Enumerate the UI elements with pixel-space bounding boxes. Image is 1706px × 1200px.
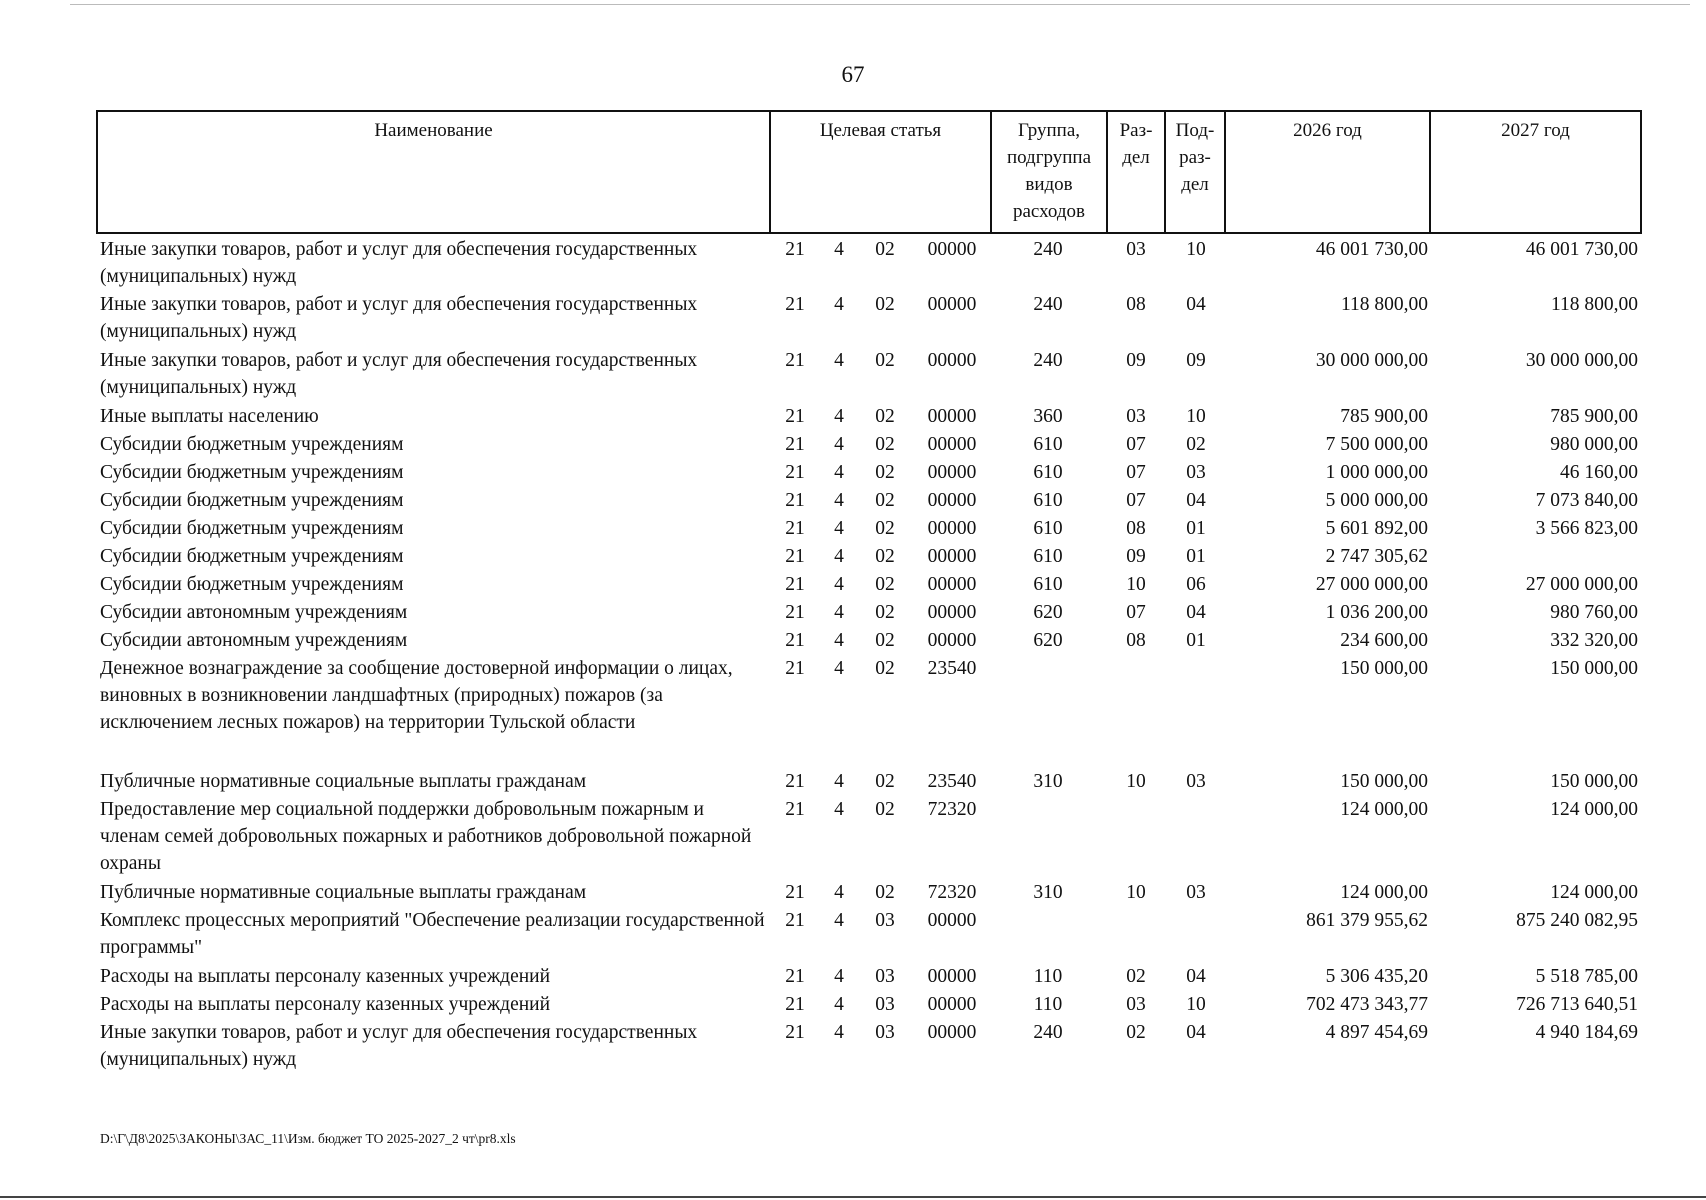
row-amount-2026: 702 473 343,77 — [1306, 994, 1428, 1015]
row-target-code-1: 21 — [785, 434, 805, 455]
row-target-code-1: 21 — [785, 882, 805, 903]
row-expense-group: 310 — [1033, 882, 1063, 903]
row-amount-2026: 5 601 892,00 — [1325, 518, 1428, 539]
row-name: Иные закупки товаров, работ и услуг для обеспечения государственных (муниципальных) нужд — [100, 1022, 698, 1070]
row-subsection: 09 — [1186, 350, 1206, 371]
row-target-code-3: 02 — [875, 518, 895, 539]
row-amount-2027: 118 800,00 — [1550, 294, 1638, 315]
row-subsection: 10 — [1186, 994, 1206, 1015]
row-target-code-3: 03 — [875, 994, 895, 1015]
row-target-code-3: 03 — [875, 966, 895, 987]
row-amount-2027: 332 320,00 — [1550, 630, 1638, 651]
row-target-code-1: 21 — [785, 1022, 805, 1043]
row-target-code-2: 4 — [834, 490, 844, 511]
row-target-code-2: 4 — [834, 1022, 844, 1043]
row-section: 03 — [1126, 406, 1146, 427]
row-section: 07 — [1126, 462, 1146, 483]
row-target-code-4: 23540 — [927, 658, 977, 679]
row-subsection: 04 — [1186, 1022, 1206, 1043]
row-expense-group: 110 — [1033, 966, 1063, 987]
row-amount-2027: 30 000 000,00 — [1525, 350, 1638, 371]
row-subsection: 10 — [1186, 239, 1206, 260]
row-target-code-3: 02 — [875, 882, 895, 903]
row-amount-2026: 46 001 730,00 — [1315, 239, 1428, 260]
row-target-code-4: 00000 — [927, 294, 977, 315]
row-target-code-3: 02 — [875, 602, 895, 623]
row-expense-group: 620 — [1033, 630, 1063, 651]
row-amount-2027: 150 000,00 — [1550, 771, 1638, 792]
row-target-code-4: 00000 — [927, 462, 977, 483]
row-target-code-4: 72320 — [927, 799, 977, 820]
row-amount-2027: 980 760,00 — [1550, 602, 1638, 623]
row-target-code-1: 21 — [785, 799, 805, 820]
header-year-2027: 2027 год — [1501, 120, 1570, 141]
row-target-code-2: 4 — [834, 602, 844, 623]
row-target-code-4: 00000 — [927, 406, 977, 427]
row-expense-group: 620 — [1033, 602, 1063, 623]
row-target-code-4: 00000 — [927, 434, 977, 455]
row-section: 03 — [1126, 994, 1146, 1015]
row-section: 02 — [1126, 966, 1146, 987]
row-target-code-4: 00000 — [927, 350, 977, 371]
row-target-code-3: 02 — [875, 406, 895, 427]
row-expense-group: 240 — [1033, 350, 1063, 371]
row-target-code-1: 21 — [785, 546, 805, 567]
row-amount-2027: 3 566 823,00 — [1535, 518, 1638, 539]
row-subsection: 01 — [1186, 546, 1206, 567]
row-amount-2026: 5 306 435,20 — [1325, 966, 1428, 987]
row-amount-2026: 234 600,00 — [1340, 630, 1428, 651]
row-target-code-1: 21 — [785, 239, 805, 260]
row-expense-group: 240 — [1033, 1022, 1063, 1043]
row-amount-2026: 150 000,00 — [1340, 771, 1428, 792]
row-subsection: 03 — [1186, 462, 1206, 483]
row-amount-2026: 150 000,00 — [1340, 658, 1428, 679]
row-target-code-2: 4 — [834, 994, 844, 1015]
row-amount-2027: 4 940 184,69 — [1535, 1022, 1638, 1043]
row-target-code-3: 02 — [875, 799, 895, 820]
row-target-code-1: 21 — [785, 350, 805, 371]
row-target-code-4: 00000 — [927, 239, 977, 260]
row-subsection: 04 — [1186, 602, 1206, 623]
row-subsection: 02 — [1186, 434, 1206, 455]
row-name: Иные закупки товаров, работ и услуг для обеспечения государственных (муниципальных) нужд — [100, 239, 698, 287]
row-name: Субсидии бюджетным учреждениям — [100, 434, 404, 455]
row-amount-2026: 1 000 000,00 — [1325, 462, 1428, 483]
row-amount-2027: 980 000,00 — [1550, 434, 1638, 455]
row-target-code-2: 4 — [834, 434, 844, 455]
row-target-code-1: 21 — [785, 490, 805, 511]
row-amount-2026: 1 036 200,00 — [1325, 602, 1428, 623]
row-expense-group: 610 — [1033, 490, 1063, 511]
row-target-code-2: 4 — [834, 882, 844, 903]
header-name: Наименование — [374, 120, 493, 141]
row-amount-2027: 46 160,00 — [1560, 462, 1638, 483]
row-name: Субсидии автономным учреждениям — [100, 630, 408, 651]
row-target-code-4: 00000 — [927, 546, 977, 567]
row-section: 07 — [1126, 490, 1146, 511]
row-target-code-3: 02 — [875, 490, 895, 511]
row-name: Иные закупки товаров, работ и услуг для обеспечения государственных (муниципальных) нужд — [100, 350, 698, 398]
header-group: Группа, подгруппа видов расходов — [1006, 120, 1092, 222]
row-target-code-2: 4 — [834, 574, 844, 595]
row-target-code-3: 02 — [875, 546, 895, 567]
row-target-code-1: 21 — [785, 994, 805, 1015]
row-target-code-3: 03 — [875, 1022, 895, 1043]
row-name: Иные закупки товаров, работ и услуг для обеспечения государственных (муниципальных) нужд — [100, 294, 698, 342]
row-target-code-3: 02 — [875, 630, 895, 651]
row-target-code-2: 4 — [834, 771, 844, 792]
row-target-code-2: 4 — [834, 546, 844, 567]
header-year-2026: 2026 год — [1293, 120, 1362, 141]
row-target-code-4: 00000 — [927, 602, 977, 623]
row-target-code-2: 4 — [834, 239, 844, 260]
row-target-code-2: 4 — [834, 350, 844, 371]
row-target-code-2: 4 — [834, 518, 844, 539]
row-name: Субсидии бюджетным учреждениям — [100, 574, 404, 595]
row-name: Публичные нормативные социальные выплаты гражданам — [100, 771, 587, 792]
row-target-code-1: 21 — [785, 574, 805, 595]
row-amount-2026: 27 000 000,00 — [1315, 574, 1428, 595]
row-amount-2027: 124 000,00 — [1550, 799, 1638, 820]
row-target-code-3: 02 — [875, 350, 895, 371]
row-amount-2026: 785 900,00 — [1340, 406, 1428, 427]
row-amount-2027: 7 073 840,00 — [1535, 490, 1638, 511]
row-target-code-4: 00000 — [927, 994, 977, 1015]
row-target-code-3: 02 — [875, 771, 895, 792]
row-name: Расходы на выплаты персоналу казенных учреждений — [100, 994, 551, 1015]
row-target-code-4: 00000 — [927, 574, 977, 595]
row-amount-2027: 27 000 000,00 — [1525, 574, 1638, 595]
row-subsection: 06 — [1186, 574, 1206, 595]
page-number: 67 — [841, 62, 865, 87]
row-name: Субсидии бюджетным учреждениям — [100, 546, 404, 567]
row-target-code-3: 02 — [875, 239, 895, 260]
row-target-code-1: 21 — [785, 630, 805, 651]
row-subsection: 01 — [1186, 630, 1206, 651]
row-section: 10 — [1126, 574, 1146, 595]
row-name: Денежное вознаграждение за сообщение достоверной информации о лицах, виновных в возникновении ландшафтных (природных) пожаров (за исключением лесных пожаров) на территории Тульской области — [100, 658, 733, 733]
row-name: Субсидии бюджетным учреждениям — [100, 462, 404, 483]
row-target-code-2: 4 — [834, 462, 844, 483]
row-subsection: 04 — [1186, 966, 1206, 987]
row-amount-2027: 46 001 730,00 — [1525, 239, 1638, 260]
row-section: 07 — [1126, 434, 1146, 455]
row-expense-group: 610 — [1033, 546, 1063, 567]
row-amount-2026: 124 000,00 — [1340, 799, 1428, 820]
row-target-code-1: 21 — [785, 910, 805, 931]
row-section: 09 — [1126, 350, 1146, 371]
row-target-code-2: 4 — [834, 406, 844, 427]
row-subsection: 10 — [1186, 406, 1206, 427]
row-target-code-3: 02 — [875, 658, 895, 679]
header-section: Раз- дел — [1119, 120, 1153, 168]
row-section: 08 — [1126, 294, 1146, 315]
row-target-code-1: 21 — [785, 294, 805, 315]
row-name: Комплекс процессных мероприятий "Обеспечение реализации государственной программы" — [100, 910, 765, 958]
row-name: Субсидии бюджетным учреждениям — [100, 518, 404, 539]
row-subsection: 01 — [1186, 518, 1206, 539]
row-section: 09 — [1126, 546, 1146, 567]
row-subsection: 03 — [1186, 771, 1206, 792]
row-target-code-2: 4 — [834, 799, 844, 820]
row-target-code-3: 02 — [875, 462, 895, 483]
row-amount-2026: 2 747 305,62 — [1325, 546, 1428, 567]
row-target-code-1: 21 — [785, 771, 805, 792]
row-expense-group: 610 — [1033, 462, 1063, 483]
row-name: Публичные нормативные социальные выплаты гражданам — [100, 882, 587, 903]
row-section: 07 — [1126, 602, 1146, 623]
row-expense-group: 360 — [1033, 406, 1063, 427]
row-target-code-1: 21 — [785, 518, 805, 539]
row-target-code-3: 02 — [875, 434, 895, 455]
row-name: Иные выплаты населению — [100, 406, 319, 427]
row-target-code-1: 21 — [785, 602, 805, 623]
row-target-code-3: 02 — [875, 294, 895, 315]
row-subsection: 04 — [1186, 294, 1206, 315]
header-subsection: Под- раз- дел — [1175, 120, 1215, 195]
row-target-code-3: 02 — [875, 574, 895, 595]
row-target-code-4: 00000 — [927, 910, 977, 931]
row-section: 08 — [1126, 518, 1146, 539]
row-target-code-2: 4 — [834, 630, 844, 651]
row-amount-2026: 118 800,00 — [1340, 294, 1428, 315]
row-name: Предоставление мер социальной поддержки добровольным пожарным и членам семей добровольных пожарных и работников добровольной пожарной охраны — [100, 799, 752, 874]
row-target-code-1: 21 — [785, 658, 805, 679]
row-target-code-4: 00000 — [927, 966, 977, 987]
row-expense-group: 110 — [1033, 994, 1063, 1015]
row-amount-2027: 5 518 785,00 — [1535, 966, 1638, 987]
row-subsection: 03 — [1186, 882, 1206, 903]
row-target-code-2: 4 — [834, 966, 844, 987]
row-target-code-4: 00000 — [927, 630, 977, 651]
row-target-code-4: 23540 — [927, 771, 977, 792]
row-section: 10 — [1126, 882, 1146, 903]
row-section: 10 — [1126, 771, 1146, 792]
row-expense-group: 240 — [1033, 294, 1063, 315]
row-target-code-4: 72320 — [927, 882, 977, 903]
row-section: 02 — [1126, 1022, 1146, 1043]
row-expense-group: 610 — [1033, 574, 1063, 595]
row-amount-2027: 875 240 082,95 — [1516, 910, 1638, 931]
row-amount-2026: 30 000 000,00 — [1315, 350, 1428, 371]
row-name: Субсидии автономным учреждениям — [100, 602, 408, 623]
row-target-code-2: 4 — [834, 658, 844, 679]
row-section: 08 — [1126, 630, 1146, 651]
row-amount-2026: 5 000 000,00 — [1325, 490, 1428, 511]
row-amount-2026: 7 500 000,00 — [1325, 434, 1428, 455]
row-target-code-2: 4 — [834, 294, 844, 315]
row-name: Расходы на выплаты персоналу казенных учреждений — [100, 966, 551, 987]
row-target-code-4: 00000 — [927, 1022, 977, 1043]
row-amount-2027: 785 900,00 — [1550, 406, 1638, 427]
row-target-code-1: 21 — [785, 966, 805, 987]
row-amount-2026: 124 000,00 — [1340, 882, 1428, 903]
row-expense-group: 610 — [1033, 518, 1063, 539]
row-expense-group: 240 — [1033, 239, 1063, 260]
row-expense-group: 610 — [1033, 434, 1063, 455]
row-target-code-1: 21 — [785, 462, 805, 483]
row-amount-2026: 4 897 454,69 — [1325, 1022, 1428, 1043]
row-target-code-4: 00000 — [927, 518, 977, 539]
row-target-code-4: 00000 — [927, 490, 977, 511]
row-expense-group: 310 — [1033, 771, 1063, 792]
header-target-item: Целевая статья — [819, 120, 942, 141]
row-amount-2027: 124 000,00 — [1550, 882, 1638, 903]
row-amount-2027: 726 713 640,51 — [1516, 994, 1638, 1015]
row-amount-2027: 150 000,00 — [1550, 658, 1638, 679]
row-target-code-1: 21 — [785, 406, 805, 427]
row-subsection: 04 — [1186, 490, 1206, 511]
row-section: 03 — [1126, 239, 1146, 260]
row-target-code-2: 4 — [834, 910, 844, 931]
row-target-code-3: 03 — [875, 910, 895, 931]
row-amount-2026: 861 379 955,62 — [1306, 910, 1428, 931]
row-name: Субсидии бюджетным учреждениям — [100, 490, 404, 511]
file-path-footer: D:\Г\Д8\2025\ЗАКОНЫ\ЗАС_11\Изм. бюджет ТО 2025-2027_2 чт\pr8.xls — [100, 1131, 516, 1146]
